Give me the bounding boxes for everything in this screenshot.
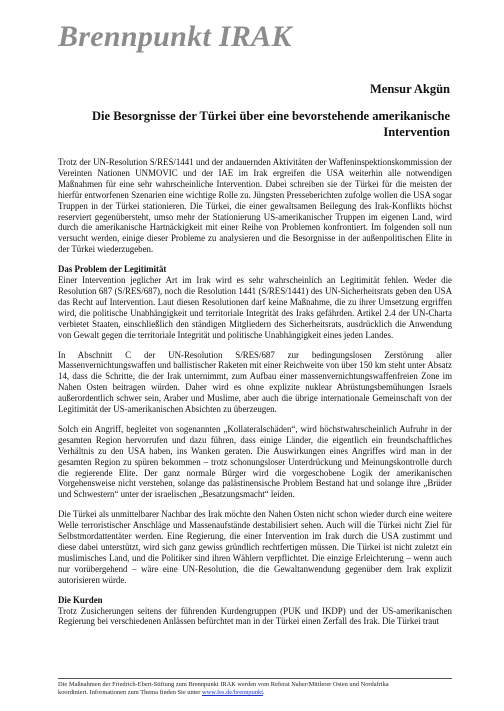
intro-paragraph: Trotz der UN-Resolution S/RES/1441 und der andauernden Aktivitäten der Waffeninspektionskommission der Vereinten Nationen UNMOVIC und der IAE im Irak ergreifen die USA weiterhin alle notwendigen Maßnahmen für eine sehr wahrscheinliche Intervention. Dabei schreiben sie der Türkei für die meisten der hierfür entworfenen Szenarien eine wichtige Rolle zu. Jüngsten Presseberichten zufolge wollen die USA sogar Truppen in der Türkei stationieren. Die Türkei, die einer gewaltsamen Beilegung des Irak-Konflikts höchst reserviert gegenübersteht, umso mehr der Stationierung US-amerikanischer Truppen im eigenen Land, wird durch die amerikanische Hartnäckigkeit mit einer Reihe von Problemen konfrontiert. Im folgenden soll nun versucht werden, einige dieser Probleme zu analysieren und die Besorgnisse in der außenpolitischen Elite in der Türkei wiederzugeben. bbox=[58, 157, 452, 255]
paragraph-collateral-damage: Solch ein Angriff, begleitet von sogenannten „Kollateralschäden“, wird höchstwahrscheinlich Aufruhr in der gesamten Region hervorrufen und dazu führen, dass einige Länder, die eigentlich ein freundschaftliches Verhältnis zu den USA haben, ins Wanken geraten. Die Auswirkungen eines Angriffes wird man in der gesamten Region zu spüren bekommen – trotz schonungsloser Unterdrückung und Meinungskontrolle durch die regierende Elite. Der ganz normale Bürger wird die vorgeschobene Logik der amerikanischen Vorgehensweise nicht verstehen, solange das palästinensische Problem Bestand hat und solange ihre „Brüder und Schwestern“ unter der israelischen „Besatzungsmacht“ leiden. bbox=[58, 423, 452, 500]
section-heading-kurds: Die Kurden bbox=[58, 594, 103, 605]
article-title-line-2: Intervention bbox=[383, 125, 450, 139]
footer-line-2-end: . bbox=[263, 689, 265, 697]
footer-line-2 bbox=[58, 689, 458, 697]
paragraph-resolution-687: In Abschnitt C der UN-Resolution S/RES/687 zur bedingungslosen Zerstörung aller Massenvernichtungswaffen und ballistischer Raketen mit einer Reichweite von über 150 km steht unter Absatz 14, dass die Schritte, die der Irak unternimmt, zum Aufbau einer massenvernichtungswaffenfreien Zone im Nahen Osten beitragen würden. Daher wird es ohne explizite nuklear Abrüstungsbemühungen Israels außerordentlich schwer sein, Araber und Muslime, aber auch die übrige internationale Gemeinschaft von der Legitimität der US-amerikanischen Absichten zu überzeugen. bbox=[58, 349, 452, 415]
footer-divider bbox=[58, 678, 452, 679]
section-heading-legitimacy: Das Problem der Legitimität bbox=[58, 264, 167, 275]
footer-line-1: Die Maßnahmen der Friedrich-Ebert-Stiftung zum Brennpunkt IRAK werden vom Referat Naher/Mittlerer Osten und Nordafrika bbox=[58, 681, 389, 688]
author-name: Mensur Akgün bbox=[369, 82, 450, 96]
article-title-line-1: Die Besorgnisse der Türkei über eine bevorstehende amerikanische bbox=[92, 109, 450, 123]
footer-link[interactable]: www.fes.de/brennpunkt bbox=[202, 689, 263, 697]
article-body bbox=[58, 157, 452, 636]
paragraph-kurds: Trotz Zusicherungen seitens der führenden Kurdengruppen (PUK und IKDP) und der US-amerikanischen Regierung bei verschiedenen Anlässen befürchtet man in der Türkei einen Zerfall des Irak. Die Türkei traut bbox=[58, 605, 452, 627]
paragraph-legitimacy: Einer Intervention jeglicher Art im Irak wird es sehr wahrscheinlich an Legitimität fehlen. Weder die Resolution 687 (S/RES/687), noch die Resolution 1441 (S/RES/1441) des UN-Sicherheitsrats geben den USA das Recht auf Intervention. Laut diesen Resolutionen darf keine Maßnahme, die zu ihrer Umsetzung ergriffen wird, die politische Unabhängigkeit und territoriale Integrität des Iraks gefährden. Artikel 2.4 der UN-Charta verbietet Staaten, einschließlich den ständigen Mitgliedern des Sicherheitsrats, ausdrücklich die Anwendung von Gewalt gegen die territoriale Integrität und politische Unabhängigkeit eines jeden Landes. bbox=[58, 275, 452, 340]
brand-title: Brennpunkt IRAK bbox=[58, 20, 292, 53]
paragraph-turkey-neighbour: Die Türkei als unmittelbarer Nachbar des Irak möchte den Nahen Osten nicht schon wieder durch eine weitere Welle terroristischer Anschläge und Massenaufstände destabilisiert sehen. Auch will die Türkei nicht Ziel für Selbstmordattentäter werden. Eine Regierung, die einer Intervention im Irak durch die USA zustimmt und diese dabei unterstützt, wird sich ganz gewiss gründlich rechtfertigen müssen. Die Türkei ist nicht zuletzt ein muslimisches Land, und die Politiker sind ihren Wählern verpflichtet. Die einzige Erleichterung – wenn auch nur vorübergehend – wäre eine UN-Resolution, die die Gewaltanwendung gegenüber dem Irak explizit autorisieren würde. bbox=[58, 509, 452, 585]
article-title bbox=[50, 108, 450, 140]
footer-note bbox=[58, 681, 458, 698]
footer-line-2-text: koordiniert. Informationen zum Thema finden Sie unter bbox=[58, 689, 202, 697]
